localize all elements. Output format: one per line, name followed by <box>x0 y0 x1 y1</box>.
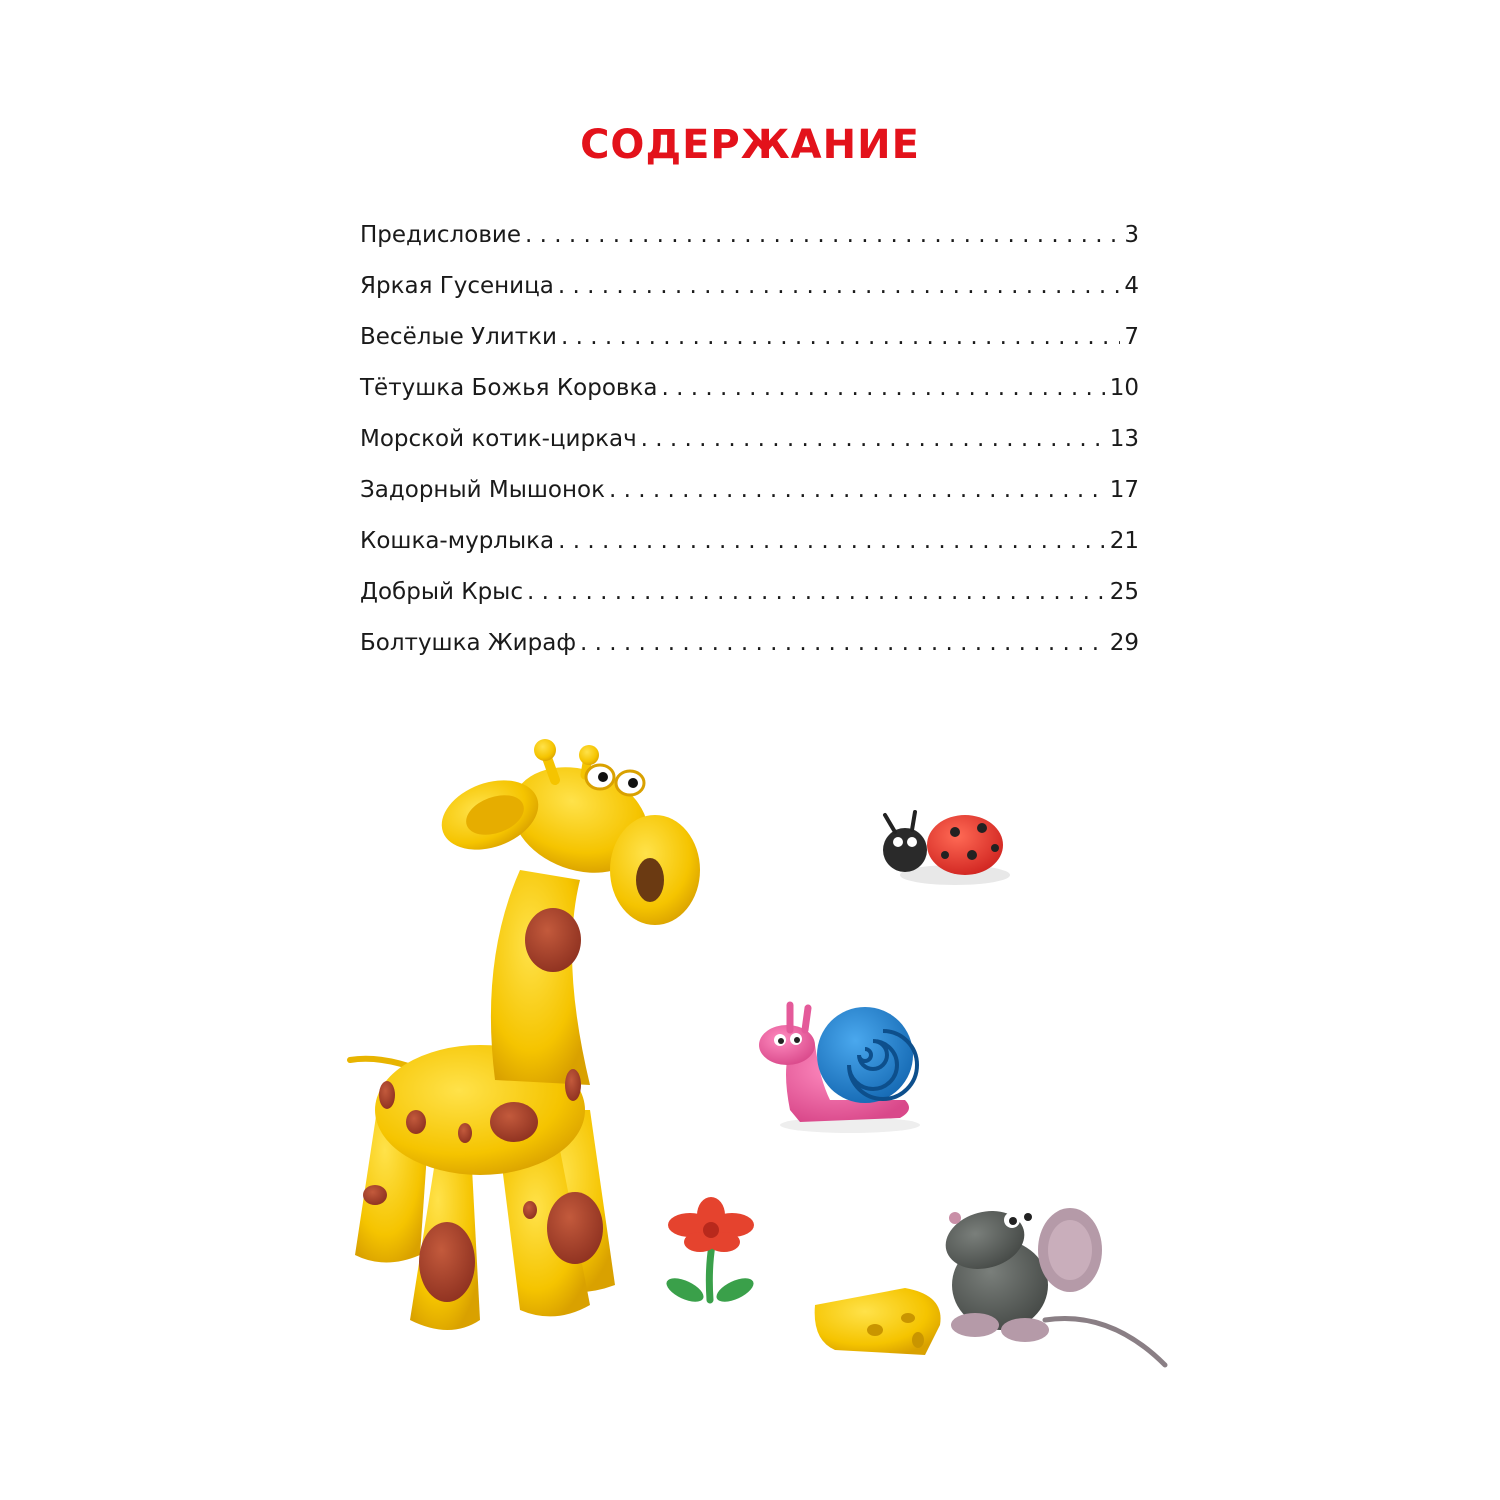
ladybug-figure <box>883 812 1010 885</box>
toc-dot-leader <box>661 375 1105 401</box>
toc-title: Предисловие <box>360 222 521 248</box>
clay-figures-illustration <box>340 730 1180 1390</box>
toc-row[interactable] <box>360 579 1139 630</box>
toc-title: Болтушка Жираф <box>360 630 576 656</box>
toc-dot-leader <box>580 630 1106 656</box>
toc-page-number: 3 <box>1124 222 1139 248</box>
toc-row[interactable] <box>360 477 1139 528</box>
toc-page-number: 25 <box>1109 579 1139 605</box>
toc-row[interactable] <box>360 630 1139 681</box>
toc-row[interactable] <box>360 324 1139 375</box>
page-title: СОДЕРЖАНИЕ <box>580 122 920 168</box>
toc-title: Яркая Гусеница <box>360 273 554 299</box>
toc-title: Тётушка Божья Коровка <box>360 375 658 401</box>
toc-title: Добрый Крыс <box>360 579 523 605</box>
giraffe-figure <box>350 739 700 1330</box>
mouse-figure <box>939 1203 1165 1365</box>
toc-page-number: 17 <box>1109 477 1139 503</box>
toc-row[interactable] <box>360 222 1139 273</box>
toc-dot-leader <box>561 324 1120 350</box>
toc-page-number: 13 <box>1109 426 1139 452</box>
toc-title: Задорный Мышонок <box>360 477 605 503</box>
toc-page-number: 29 <box>1109 630 1139 656</box>
toc-row[interactable] <box>360 273 1139 324</box>
toc-page-number: 10 <box>1109 375 1139 401</box>
toc-dot-leader <box>525 222 1120 248</box>
toc-row[interactable] <box>360 528 1139 579</box>
toc-row[interactable] <box>360 375 1139 426</box>
toc-dot-leader <box>609 477 1106 503</box>
toc-row[interactable] <box>360 426 1139 477</box>
toc-dot-leader <box>641 426 1106 452</box>
toc-page-number: 4 <box>1124 273 1139 299</box>
toc-title: Кошка-мурлыка <box>360 528 555 554</box>
toc-page-number: 7 <box>1124 324 1139 350</box>
table-of-contents <box>360 222 1139 681</box>
flower-figure <box>663 1197 757 1307</box>
toc-dot-leader <box>558 528 1106 554</box>
snail-figure <box>759 1005 920 1133</box>
toc-title: Морской котик-циркач <box>360 426 637 452</box>
toc-title: Весёлые Улитки <box>360 324 557 350</box>
toc-dot-leader <box>558 273 1120 299</box>
toc-dot-leader <box>527 579 1106 605</box>
toc-page-number: 21 <box>1109 528 1139 554</box>
cheese-figure <box>815 1288 941 1355</box>
